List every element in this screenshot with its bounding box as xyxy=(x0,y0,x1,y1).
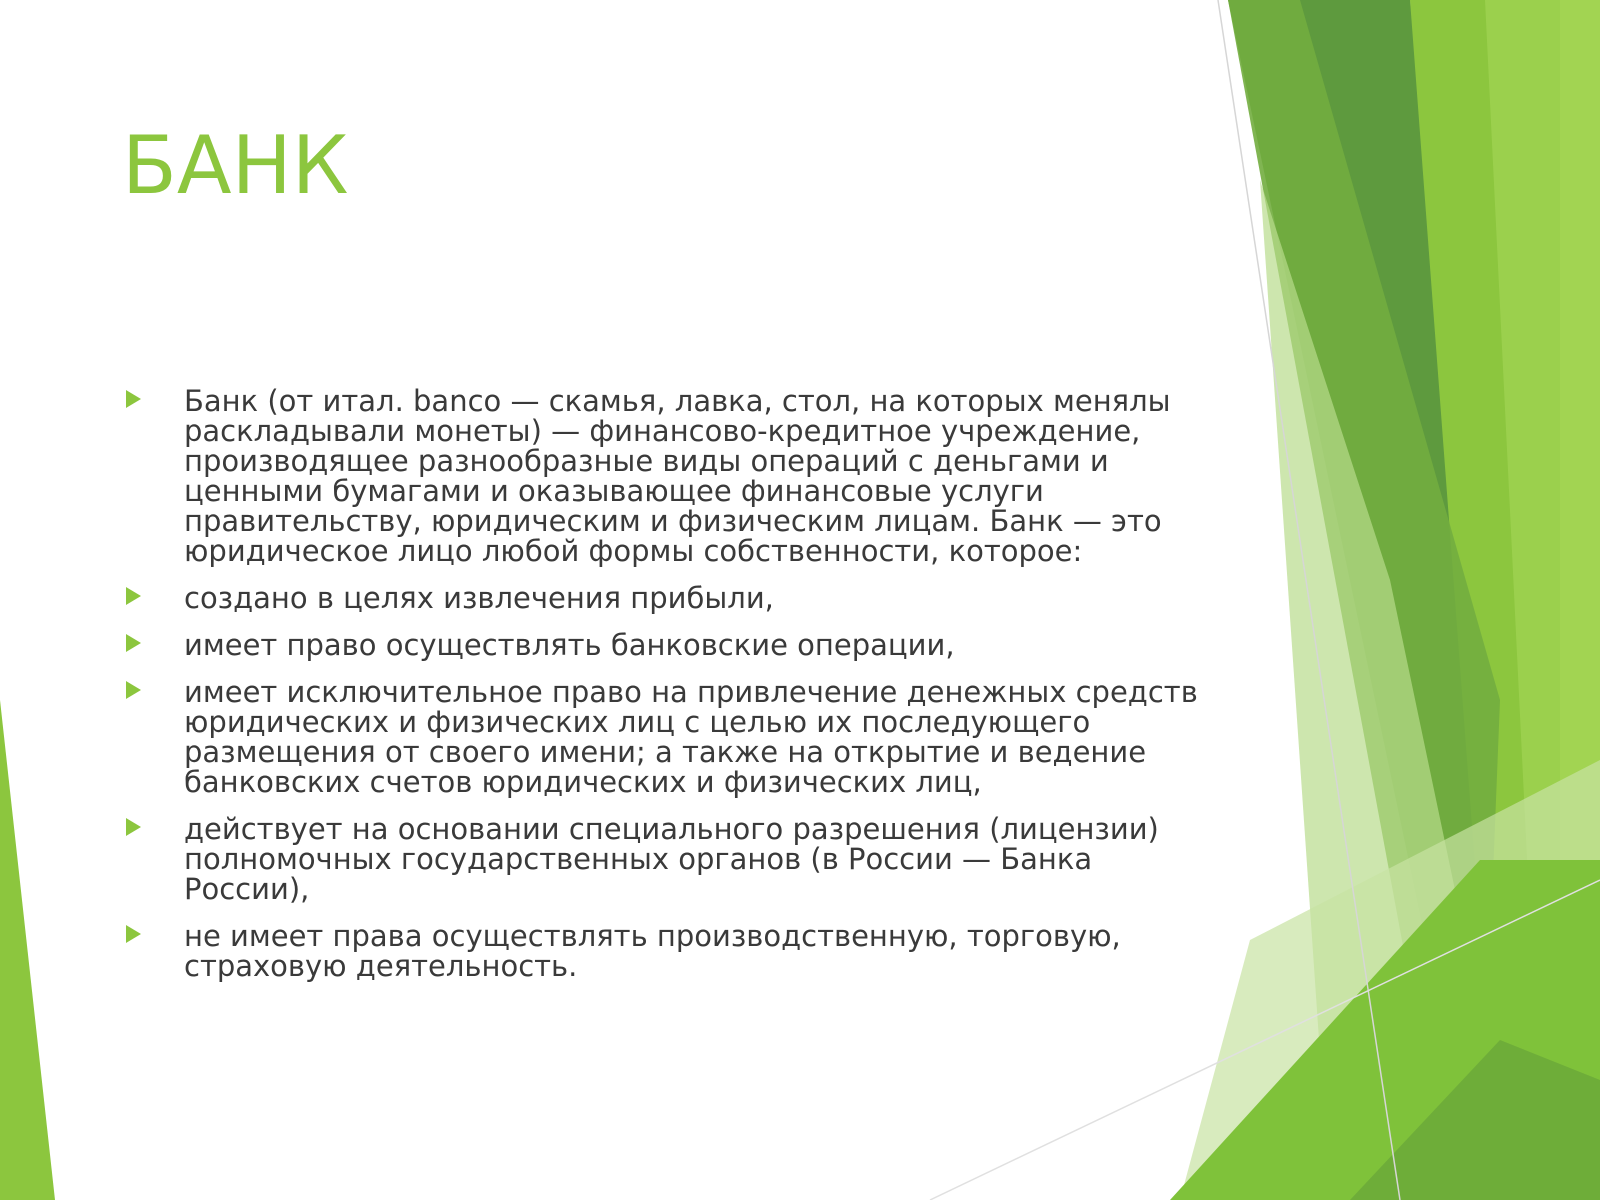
bullet-item xyxy=(122,630,1212,660)
bullet-text: действует на основании специального разрешения (лицензии) полномочных государственных органов (в России — Банка России), xyxy=(184,812,1159,906)
bullet-triangle-icon xyxy=(126,634,141,652)
bullet-text: создано в целях извлечения прибыли, xyxy=(184,581,774,615)
bullet-triangle-icon xyxy=(126,587,141,605)
bullet-list xyxy=(122,386,1212,998)
bullet-triangle-icon xyxy=(126,390,141,408)
bullet-text: имеет право осуществлять банковские операции, xyxy=(184,628,955,662)
bullet-triangle-icon xyxy=(126,681,141,699)
slide-title: БАНК xyxy=(122,119,349,212)
bullet-item xyxy=(122,583,1212,613)
bullet-item xyxy=(122,386,1212,566)
bullet-item xyxy=(122,814,1212,904)
bullet-triangle-icon xyxy=(126,818,141,836)
bullet-text: не имеет права осуществлять производственную, торговую, страховую деятельность. xyxy=(184,919,1121,983)
bullet-item xyxy=(122,921,1212,981)
bullet-item xyxy=(122,677,1212,797)
bullet-triangle-icon xyxy=(126,925,141,943)
left-green-sliver xyxy=(0,700,55,1200)
bullet-text: Банк (от итал. banco — скамья, лавка, стол, на которых менялы раскладывали монеты) — финансово-кредитное учреждение, производящее разнообразные виды операций с деньгами и ценными бумагами и оказывающее финансовые услуги правительству, юридическим и физическим лицам. Банк — это юридическое лицо любой формы собственности, которое: xyxy=(184,384,1171,568)
bullet-text: имеет исключительное право на привлечение денежных средств юридических и физических лиц с целью их последующего размещения от своего имени; а также на открытие и ведение банковских счетов юридических и физических лиц, xyxy=(184,675,1198,799)
